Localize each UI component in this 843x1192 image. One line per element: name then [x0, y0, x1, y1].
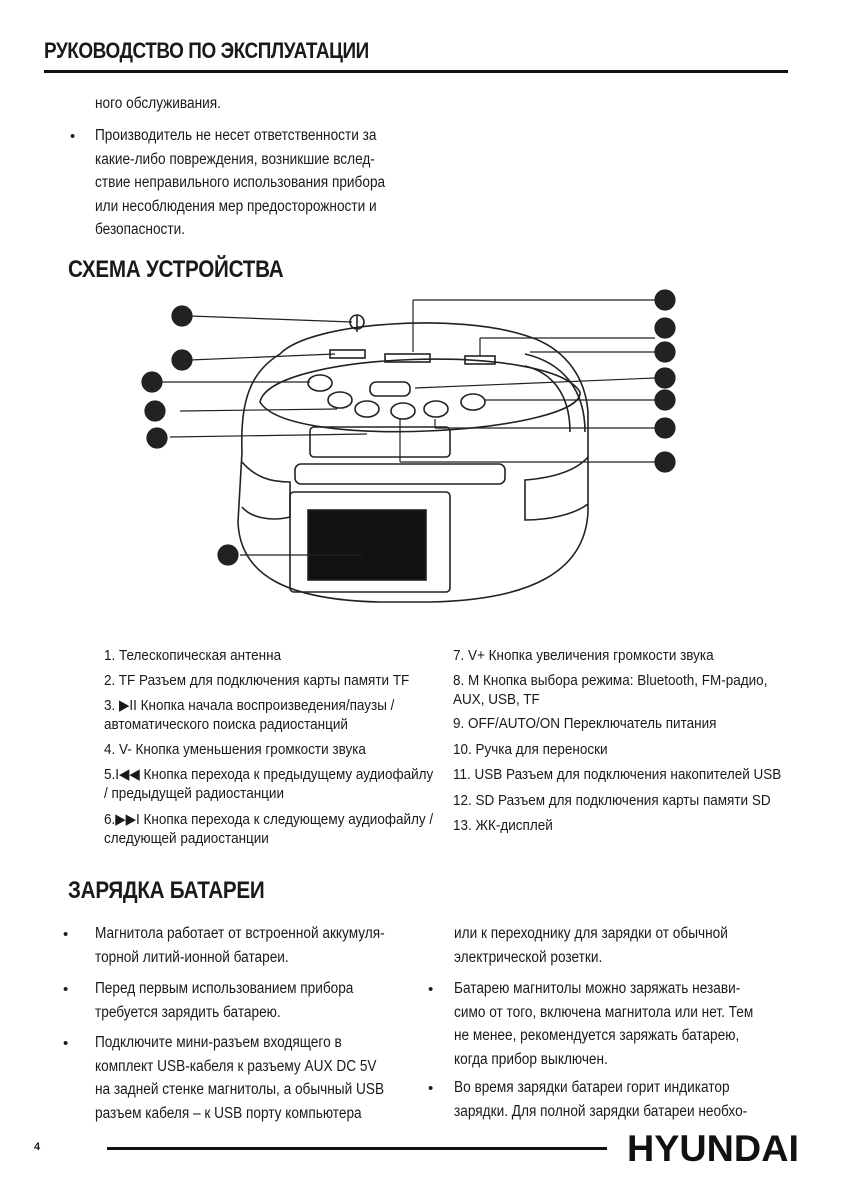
device-top-ellipse [260, 359, 580, 432]
legend-item-6: 6.▶▶I Кнопка перехода к следующему аудиофайлу / следующей радиостанции [104, 811, 434, 847]
callout-5: 5 [153, 430, 161, 446]
btn-vminus [328, 392, 352, 408]
legend-item-10: 10. Ручка для переноски [453, 741, 608, 758]
bullet-dot: • [63, 981, 69, 998]
battery-bullet-4: Батарею магнитолы можно заряжать незави- симо от того, включена магнитола или нет. Тем не менее, рекомендуется заряжать батарею, когда прибор выключен. [454, 980, 754, 1068]
power-switch [370, 382, 410, 396]
battery-right-continuation: или к переходнику для зарядки от обычной электрической розетки. [454, 925, 728, 966]
callout-10: 10 [658, 347, 672, 360]
intro-bullet: Производитель не несет ответственности за какие-либо повреждения, возникшие вслед- ствие неправильного использования прибора или несоблюдения мер предосторожности и безопасности. [95, 127, 386, 238]
bullet-dot: • [63, 926, 69, 943]
legend-item-8: 8. M Кнопка выбора режима: Bluetooth, FM-радио, AUX, USB, TF [453, 672, 768, 708]
tf-slot [330, 350, 365, 358]
header-rule [44, 70, 788, 73]
legend-item-13: 13. ЖК-дисплей [453, 817, 553, 834]
bullet-dot: • [70, 128, 76, 145]
callout-8: 8 [661, 392, 669, 408]
callout-9: 9 [661, 370, 669, 386]
legend-item-4: 4. V- Кнопка уменьшения громкости звука [104, 741, 366, 758]
device-side-left [242, 462, 290, 519]
device-section-title: СХЕМА УСТРОЙСТВА [68, 256, 284, 283]
legend-item-3: 3. ▶II Кнопка начала воспроизведения/паузы / автоматического поиска радиостанций [104, 697, 395, 733]
btn-prev [355, 401, 379, 417]
legend-item-1: 1. Телескопическая антенна [104, 647, 282, 664]
callout-7: 7 [661, 420, 669, 436]
handle [525, 354, 585, 432]
device-diagram [130, 282, 710, 622]
battery-section-title: ЗАРЯДКА БАТАРЕИ [68, 877, 265, 904]
callout-1: 1 [178, 308, 186, 324]
legend-item-9: 9. OFF/AUTO/ON Переключатель питания [453, 715, 717, 732]
intro-continuation: ного обслуживания. [95, 95, 221, 112]
legend-item-11: 11. USB Разъем для подключения накопителей USB [453, 766, 782, 783]
callout-3: 3 [148, 374, 156, 390]
callout-12: 12 [658, 295, 672, 308]
callout-11: 11 [659, 323, 671, 336]
bullet-dot: • [428, 1080, 434, 1097]
battery-bullet-1: Магнитола работает от встроенной аккумуля- торной литий-ионной батареи. [95, 925, 385, 966]
battery-bullet-2: Перед первым использованием прибора требуется зарядить батарею. [95, 980, 354, 1021]
footer-rule [107, 1147, 607, 1150]
page-header-title: РУКОВОДСТВО ПО ЭКСПЛУАТАЦИИ [44, 38, 369, 63]
lcd-screen [308, 510, 426, 580]
btn-vplus [424, 401, 448, 417]
battery-bullet-3: Подключите мини-разъем входящего в комплект USB-кабеля к разъему AUX DC 5V на задней стенке магнитолы, а обычный USB разъем кабеля – к USB порту компьютера [95, 1034, 385, 1122]
callout-4: 4 [151, 403, 159, 419]
btn-next [391, 403, 415, 419]
battery-bullet-5: Во время зарядки батареи горит индикатор зарядки. Для полной зарядки батареи необхо- [454, 1079, 748, 1120]
cassette-slot [295, 464, 505, 484]
legend-item-12: 12. SD Разъем для подключения карты памяти SD [453, 792, 771, 809]
btn-play [308, 375, 332, 391]
legend-item-2: 2. TF Разъем для подключения карты памяти TF [104, 672, 410, 689]
bullet-dot: • [63, 1035, 69, 1052]
brand-logo: HYUNDAI [627, 1128, 799, 1169]
legend-item-5: 5.I◀◀ Кнопка перехода к предыдущему аудиофайлу / предыдущей радиостанции [104, 766, 434, 802]
bullet-dot: • [428, 981, 434, 998]
btn-mode [461, 394, 485, 410]
callout-13: 13 [221, 550, 235, 563]
callout-6: 6 [661, 454, 669, 470]
callout-2: 2 [178, 352, 186, 368]
device-side-right [525, 457, 588, 520]
legend-item-7: 7. V+ Кнопка увеличения громкости звука [453, 647, 714, 664]
page-number: 4 [34, 1141, 41, 1153]
handle-inner [525, 366, 570, 432]
